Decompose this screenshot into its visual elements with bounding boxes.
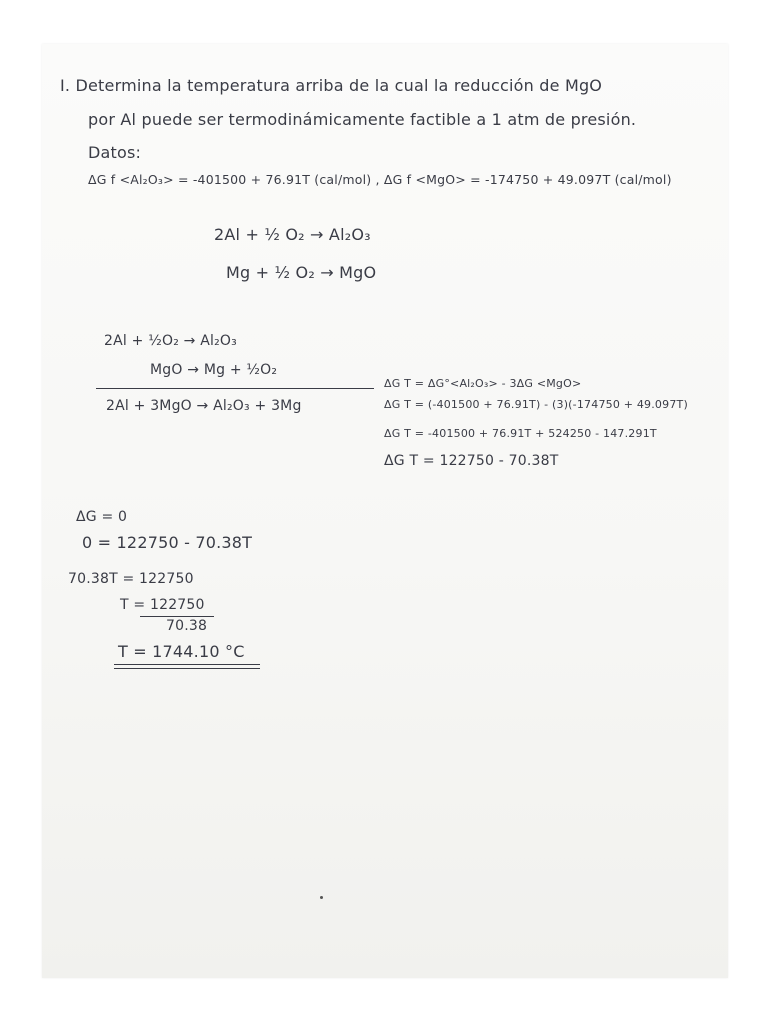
solution-step-2: 0 = 122750 - 70.38T (82, 533, 253, 552)
datos-label: Datos: (88, 143, 142, 162)
delta-g-step-4: ΔG T = 122750 - 70.38T (384, 453, 559, 469)
ink-dot (320, 896, 323, 899)
delta-g-step-2: ΔG T = (-401500 + 76.91T) - (3)(-174750 + 49.097T) (384, 398, 688, 411)
overall-reaction: 2Al + 3MgO → Al₂O₃ + 3Mg (106, 398, 302, 414)
solution-step-3: 70.38T = 122750 (68, 571, 194, 587)
combination-line-2: MgO → Mg + ½O₂ (150, 362, 278, 378)
final-answer: T = 1744.10 °C (118, 642, 245, 661)
answer-underline (114, 664, 260, 665)
delta-g-step-3: ΔG T = -401500 + 76.91T + 524250 - 147.291T (384, 427, 657, 440)
given-data-line: ΔG f <Al₂O₃> = -401500 + 76.91T (cal/mol) , ΔG f <MgO> = -174750 + 49.097T (cal/mol) (88, 172, 672, 187)
solution-step-1: ΔG = 0 (76, 509, 128, 525)
combination-line-1: 2Al + ½O₂ → Al₂O₃ (104, 333, 237, 349)
answer-double-underline (114, 668, 260, 669)
reaction-mgo: Mg + ½ O₂ → MgO (226, 263, 377, 282)
problem-line-2: por Al puede ser termodinámicamente factible a 1 atm de presión. (88, 110, 637, 129)
solution-fraction-denominator: 70.38 (166, 618, 208, 634)
fraction-bar (140, 616, 214, 617)
delta-g-step-1: ΔG T = ΔG°<Al₂O₃> - 3ΔG <MgO> (384, 377, 582, 390)
reaction-al2o3: 2Al + ½ O₂ → Al₂O₃ (214, 225, 371, 244)
problem-line-1: I. Determina la temperatura arriba de la cual la reducción de MgO (60, 76, 603, 95)
solution-fraction-numerator: T = 122750 (120, 597, 205, 613)
sum-rule (96, 388, 374, 389)
